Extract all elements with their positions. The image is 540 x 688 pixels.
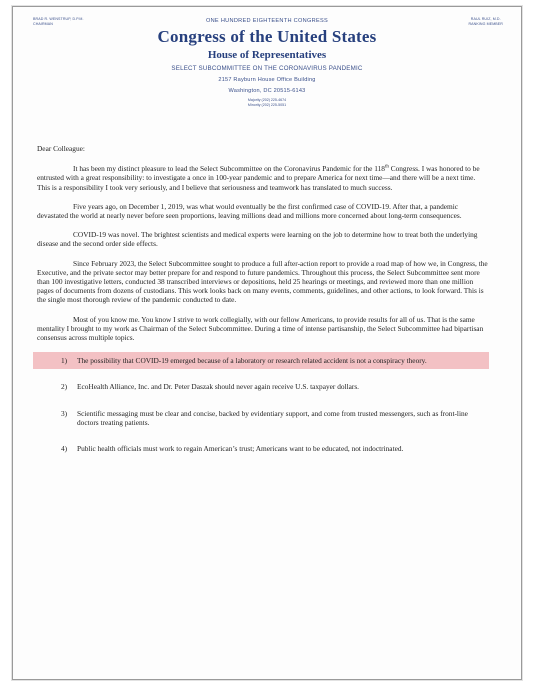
paragraph-4: Since February 2023, the Select Subcommittee sought to produce a full after-action report to provide a road map of how we, in Congress, the Executive, and the private sector may better prepare for and respond to future pandemics. Throughout this process, the Select Subcommittee sent more than 100 investigative letters, conducted 38 transcribed interviews or depositions, held 25 hearings or meetings, and reviewed more than one million pages of documents from dozens of custodians. This work looks back on many events, comments, guidelines, and other actions, to look forward. This is the single most thorough review of the pandemic conducted to date. [37, 258, 488, 305]
finding-text: EcoHealth Alliance, Inc. and Dr. Peter Daszak should never again receive U.S. taxpayer dollars. [77, 382, 360, 392]
paragraph-5: Most of you know me. You know I strive to work collegially, with our fellow Americans, to provide results for all of us. That is the same mentality I brought to my work as Chairman of the Select Subcommittee. During a time of intense partisanship, the Select Subcommittee had bipartisan consensus across multiple topics. [37, 314, 484, 343]
letter-page [12, 6, 522, 680]
phone-minority: Minority (202) 225-5051 [247, 103, 287, 107]
congress-number: ONE HUNDRED EIGHTEENTH CONGRESS [205, 18, 329, 24]
phone-majority: Majority (202) 225-4674 [247, 98, 287, 102]
paragraph-2: Five years ago, on December 1, 2019, was what would eventually be the first confirmed case of COVID-19. After that, a pandemic devastated the world at nearly never before seen proportions, leaving millions dead and millions more concerned about long-term consequences. [37, 201, 462, 221]
finding-number: 1) [61, 356, 68, 366]
address-line-2: Washington, DC 20515-6143 [228, 88, 306, 94]
chairman-title: CHAIRMAN [33, 21, 53, 26]
finding-item [33, 405, 489, 431]
finding-number: 3) [61, 408, 68, 418]
address-line-1: 2157 Rayburn House Office Building [218, 77, 316, 83]
ordinal-suffix: th [384, 164, 389, 170]
letterhead-title: Congress of the United States [157, 27, 377, 46]
finding-text: The possibility that COVID-19 emerged because of a laboratory or research related accident is not a conspiracy theory. [77, 356, 427, 366]
finding-item-highlighted [33, 352, 489, 369]
chairman-name: BRAD R. WENSTRUP, D.P.M. [33, 17, 84, 21]
letterhead-house: House of Representatives [207, 49, 327, 61]
ranking-member-title: RANKING MEMBER [468, 21, 503, 26]
committee-name: SELECT SUBCOMMITTEE ON THE CORONAVIRUS PANDEMIC [171, 65, 363, 72]
paragraph-1-text-a: It has been my distinct pleasure to lead the Select Subcommittee on the Coronavirus Pandemic for the 118 [73, 164, 385, 174]
finding-text: Scientific messaging must be clear and concise, backed by evidentiary support, and come from trusted messengers, such as front-line doctors treating patients. [77, 408, 468, 427]
finding-number: 2) [61, 382, 68, 392]
findings-list [37, 352, 489, 457]
paragraph-3: COVID-19 was novel. The brightest scientists and medical experts were learning on the job to determine how to treat both the underlying disease and the second order side effects. [37, 230, 478, 249]
finding-text: Public health officials must work to regain American’s trust; Americans want to be educated, not indoctrinated. [77, 444, 404, 454]
paragraph-1 [37, 164, 489, 192]
ranking-member-name: RAUL RUIZ, M.D. [470, 17, 501, 21]
letter-body [37, 144, 489, 466]
salutation: Dear Colleague: [37, 144, 85, 153]
finding-item [33, 378, 489, 395]
finding-number: 4) [61, 444, 68, 454]
paragraph-1-text-b: Congress. I was honored to be entrusted with a great responsibility: to investigate a once in 100-year pandemic and to prepare America for next time—and there will be a next time. This is a responsibility I took very seriously, and I believe that seriousness and teamwork has translated to much success. [37, 164, 480, 192]
finding-item [33, 440, 489, 457]
